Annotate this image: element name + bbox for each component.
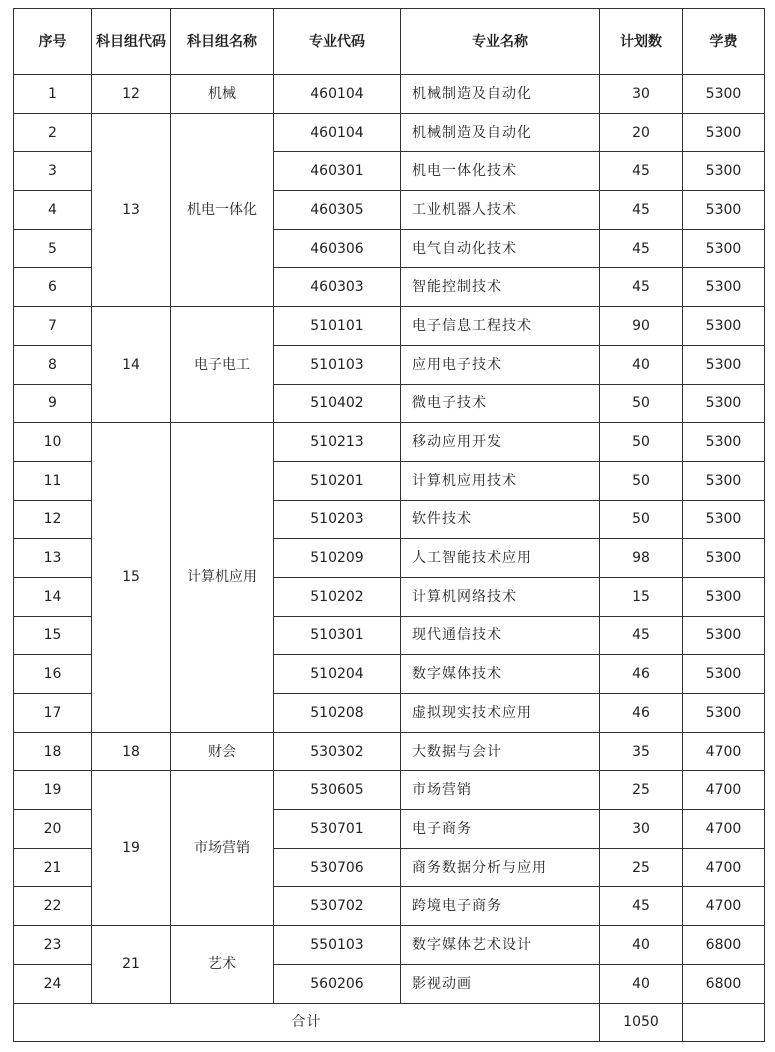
major-name-cell: 机械制造及自动化 bbox=[401, 113, 600, 152]
major-code-cell: 510213 bbox=[274, 423, 401, 462]
plan-count-cell: 45 bbox=[600, 191, 683, 230]
header-group-code: 科目组代码 bbox=[92, 9, 171, 75]
group-name-cell: 电子电工 bbox=[171, 307, 274, 423]
plan-count-cell: 46 bbox=[600, 655, 683, 694]
major-name-cell: 机电一体化技术 bbox=[401, 152, 600, 191]
seq-cell: 8 bbox=[14, 345, 92, 384]
major-code-cell: 510301 bbox=[274, 616, 401, 655]
total-row bbox=[14, 1003, 765, 1041]
major-name-cell: 电子信息工程技术 bbox=[401, 307, 600, 346]
plan-count-cell: 25 bbox=[600, 771, 683, 810]
major-code-cell: 530706 bbox=[274, 848, 401, 887]
group-name-cell: 财会 bbox=[171, 732, 274, 771]
major-name-cell: 数字媒体技术 bbox=[401, 655, 600, 694]
seq-cell: 7 bbox=[14, 307, 92, 346]
major-code-cell: 510103 bbox=[274, 345, 401, 384]
tuition-cell: 6800 bbox=[683, 926, 765, 965]
major-name-cell: 电子商务 bbox=[401, 810, 600, 849]
seq-cell: 17 bbox=[14, 694, 92, 733]
major-code-cell: 460305 bbox=[274, 191, 401, 230]
group-code-cell: 21 bbox=[92, 926, 171, 1003]
table-row bbox=[14, 423, 765, 462]
seq-cell: 11 bbox=[14, 461, 92, 500]
major-code-cell: 510101 bbox=[274, 307, 401, 346]
total-tuition bbox=[683, 1003, 765, 1041]
tuition-cell: 5300 bbox=[683, 539, 765, 578]
tuition-cell: 5300 bbox=[683, 229, 765, 268]
plan-count-cell: 45 bbox=[600, 229, 683, 268]
header-seq: 序号 bbox=[14, 9, 92, 75]
plan-count-cell: 45 bbox=[600, 887, 683, 926]
major-name-cell: 智能控制技术 bbox=[401, 268, 600, 307]
major-code-cell: 530302 bbox=[274, 732, 401, 771]
tuition-cell: 5300 bbox=[683, 500, 765, 539]
seq-cell: 13 bbox=[14, 539, 92, 578]
major-code-cell: 460303 bbox=[274, 268, 401, 307]
plan-count-cell: 45 bbox=[600, 152, 683, 191]
table-body bbox=[14, 75, 765, 1004]
tuition-cell: 5300 bbox=[683, 384, 765, 423]
tuition-cell: 5300 bbox=[683, 694, 765, 733]
major-code-cell: 530605 bbox=[274, 771, 401, 810]
table-row bbox=[14, 926, 765, 965]
major-name-cell: 机械制造及自动化 bbox=[401, 75, 600, 114]
tuition-cell: 4700 bbox=[683, 732, 765, 771]
plan-count-cell: 50 bbox=[600, 384, 683, 423]
major-name-cell: 数字媒体艺术设计 bbox=[401, 926, 600, 965]
tuition-cell: 5300 bbox=[683, 345, 765, 384]
seq-cell: 21 bbox=[14, 848, 92, 887]
table-row bbox=[14, 732, 765, 771]
plan-count-cell: 50 bbox=[600, 461, 683, 500]
tuition-cell: 5300 bbox=[683, 655, 765, 694]
seq-cell: 1 bbox=[14, 75, 92, 114]
table-row bbox=[14, 771, 765, 810]
major-name-cell: 计算机网络技术 bbox=[401, 577, 600, 616]
group-name-cell: 计算机应用 bbox=[171, 423, 274, 733]
plan-count-cell: 20 bbox=[600, 113, 683, 152]
header-plan-count: 计划数 bbox=[600, 9, 683, 75]
header-group-name: 科目组名称 bbox=[171, 9, 274, 75]
major-code-cell: 530701 bbox=[274, 810, 401, 849]
group-code-cell: 13 bbox=[92, 113, 171, 306]
seq-cell: 3 bbox=[14, 152, 92, 191]
plan-count-cell: 90 bbox=[600, 307, 683, 346]
plan-count-cell: 50 bbox=[600, 500, 683, 539]
tuition-cell: 5300 bbox=[683, 423, 765, 462]
plan-count-cell: 50 bbox=[600, 423, 683, 462]
major-code-cell: 560206 bbox=[274, 964, 401, 1003]
plan-count-cell: 30 bbox=[600, 75, 683, 114]
major-code-cell: 510209 bbox=[274, 539, 401, 578]
major-code-cell: 460306 bbox=[274, 229, 401, 268]
tuition-cell: 5300 bbox=[683, 75, 765, 114]
seq-cell: 12 bbox=[14, 500, 92, 539]
total-plan-count: 1050 bbox=[600, 1003, 683, 1041]
tuition-cell: 5300 bbox=[683, 113, 765, 152]
seq-cell: 10 bbox=[14, 423, 92, 462]
tuition-cell: 5300 bbox=[683, 307, 765, 346]
major-code-cell: 460301 bbox=[274, 152, 401, 191]
seq-cell: 19 bbox=[14, 771, 92, 810]
seq-cell: 22 bbox=[14, 887, 92, 926]
table-row bbox=[14, 307, 765, 346]
major-name-cell: 虚拟现实技术应用 bbox=[401, 694, 600, 733]
major-name-cell: 应用电子技术 bbox=[401, 345, 600, 384]
major-name-cell: 微电子技术 bbox=[401, 384, 600, 423]
plan-count-cell: 45 bbox=[600, 616, 683, 655]
major-name-cell: 软件技术 bbox=[401, 500, 600, 539]
major-name-cell: 跨境电子商务 bbox=[401, 887, 600, 926]
plan-count-cell: 15 bbox=[600, 577, 683, 616]
plan-count-cell: 46 bbox=[600, 694, 683, 733]
total-label: 合计 bbox=[14, 1003, 600, 1041]
major-code-cell: 530702 bbox=[274, 887, 401, 926]
header-row bbox=[14, 9, 765, 75]
major-name-cell: 计算机应用技术 bbox=[401, 461, 600, 500]
major-name-cell: 电气自动化技术 bbox=[401, 229, 600, 268]
tuition-cell: 5300 bbox=[683, 152, 765, 191]
seq-cell: 18 bbox=[14, 732, 92, 771]
major-code-cell: 550103 bbox=[274, 926, 401, 965]
seq-cell: 24 bbox=[14, 964, 92, 1003]
tuition-cell: 5300 bbox=[683, 461, 765, 500]
group-name-cell: 艺术 bbox=[171, 926, 274, 1003]
plan-count-cell: 35 bbox=[600, 732, 683, 771]
seq-cell: 15 bbox=[14, 616, 92, 655]
major-name-cell: 商务数据分析与应用 bbox=[401, 848, 600, 887]
plan-count-cell: 40 bbox=[600, 964, 683, 1003]
tuition-cell: 5300 bbox=[683, 616, 765, 655]
plan-count-cell: 45 bbox=[600, 268, 683, 307]
seq-cell: 4 bbox=[14, 191, 92, 230]
plan-count-cell: 40 bbox=[600, 926, 683, 965]
group-code-cell: 12 bbox=[92, 75, 171, 114]
tuition-cell: 5300 bbox=[683, 268, 765, 307]
header-tuition: 学费 bbox=[683, 9, 765, 75]
enrollment-plan-table bbox=[13, 8, 765, 1042]
major-name-cell: 市场营销 bbox=[401, 771, 600, 810]
major-name-cell: 移动应用开发 bbox=[401, 423, 600, 462]
tuition-cell: 4700 bbox=[683, 848, 765, 887]
plan-count-cell: 30 bbox=[600, 810, 683, 849]
tuition-cell: 6800 bbox=[683, 964, 765, 1003]
header-major-code: 专业代码 bbox=[274, 9, 401, 75]
seq-cell: 2 bbox=[14, 113, 92, 152]
group-code-cell: 18 bbox=[92, 732, 171, 771]
group-code-cell: 19 bbox=[92, 771, 171, 926]
group-name-cell: 机械 bbox=[171, 75, 274, 114]
seq-cell: 20 bbox=[14, 810, 92, 849]
group-name-cell: 市场营销 bbox=[171, 771, 274, 926]
tuition-cell: 5300 bbox=[683, 191, 765, 230]
major-name-cell: 工业机器人技术 bbox=[401, 191, 600, 230]
tuition-cell: 4700 bbox=[683, 887, 765, 926]
major-code-cell: 460104 bbox=[274, 113, 401, 152]
group-code-cell: 14 bbox=[92, 307, 171, 423]
header-major-name: 专业名称 bbox=[401, 9, 600, 75]
major-code-cell: 510402 bbox=[274, 384, 401, 423]
seq-cell: 5 bbox=[14, 229, 92, 268]
tuition-cell: 4700 bbox=[683, 810, 765, 849]
major-code-cell: 510203 bbox=[274, 500, 401, 539]
major-name-cell: 人工智能技术应用 bbox=[401, 539, 600, 578]
table-row bbox=[14, 75, 765, 114]
seq-cell: 23 bbox=[14, 926, 92, 965]
major-name-cell: 现代通信技术 bbox=[401, 616, 600, 655]
group-code-cell: 15 bbox=[92, 423, 171, 733]
major-code-cell: 510202 bbox=[274, 577, 401, 616]
seq-cell: 14 bbox=[14, 577, 92, 616]
seq-cell: 6 bbox=[14, 268, 92, 307]
seq-cell: 9 bbox=[14, 384, 92, 423]
major-code-cell: 510204 bbox=[274, 655, 401, 694]
plan-count-cell: 98 bbox=[600, 539, 683, 578]
major-name-cell: 影视动画 bbox=[401, 964, 600, 1003]
seq-cell: 16 bbox=[14, 655, 92, 694]
tuition-cell: 4700 bbox=[683, 771, 765, 810]
major-code-cell: 510208 bbox=[274, 694, 401, 733]
group-name-cell: 机电一体化 bbox=[171, 113, 274, 306]
plan-count-cell: 40 bbox=[600, 345, 683, 384]
tuition-cell: 5300 bbox=[683, 577, 765, 616]
table-row bbox=[14, 113, 765, 152]
major-code-cell: 510201 bbox=[274, 461, 401, 500]
major-name-cell: 大数据与会计 bbox=[401, 732, 600, 771]
plan-count-cell: 25 bbox=[600, 848, 683, 887]
major-code-cell: 460104 bbox=[274, 75, 401, 114]
